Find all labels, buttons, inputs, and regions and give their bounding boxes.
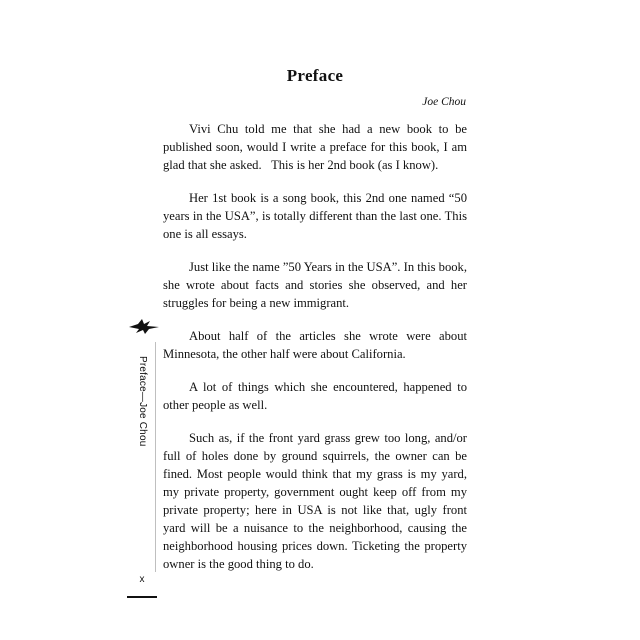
preface-body bbox=[163, 120, 467, 588]
page-number: x bbox=[139, 574, 145, 585]
flying-bird-icon bbox=[128, 318, 160, 343]
paragraph: Her 1st book is a song book, this 2nd one named “50 years in the USA”, is totally different than the last one. This one is all essays. bbox=[163, 191, 467, 241]
page-number-underline bbox=[127, 596, 157, 598]
paragraph: A lot of things which she encountered, happened to other people as well. bbox=[163, 380, 467, 412]
paragraph: Such as, if the front yard grass grew too long, and/or full of holes done by ground squirrels, the owner can be fined. Most people would think that my grass is my yard, my private property, government ought keep off from my private property; here in USA is not like that, ugly front yard will be a nuisance to the neighborhood, causing the neighborhood housing prices down. Ticketing the property owner is the good thing to do. bbox=[163, 431, 467, 571]
sidebar-divider bbox=[155, 342, 156, 572]
paragraph: Vivi Chu told me that she had a new book to be published soon, would I write a preface for this book, I am glad that she asked. This is her 2nd book (as I know). bbox=[163, 122, 467, 172]
page-title: Preface bbox=[286, 66, 344, 85]
paragraph: Just like the name ”50 Years in the USA”. In this book, she wrote about facts and stories she observed, and her struggles for being a new immigrant. bbox=[163, 260, 467, 310]
running-head: Preface—Joe Chou bbox=[137, 356, 148, 447]
paragraph: About half of the articles she wrote were about Minnesota, the other half were about California. bbox=[163, 329, 467, 361]
author-byline: Joe Chou bbox=[422, 96, 466, 108]
